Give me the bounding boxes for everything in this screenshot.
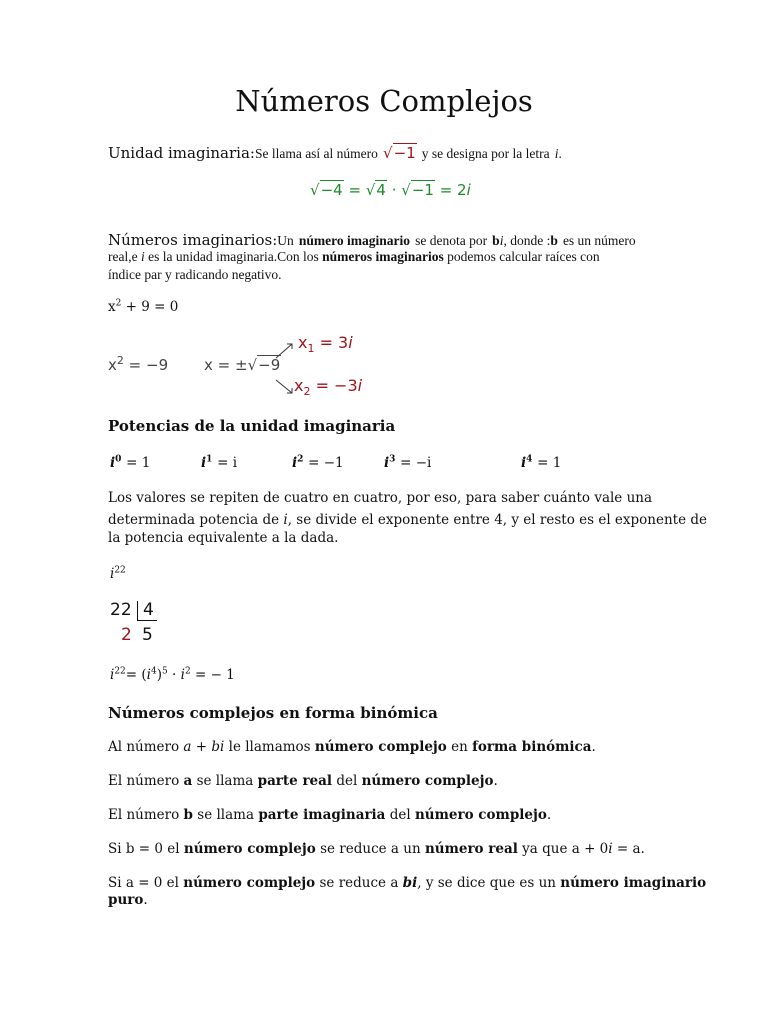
x2-i: i <box>357 376 363 395</box>
imag-l2a: real,e <box>108 249 138 264</box>
power-4-val: = 1 <box>537 455 562 471</box>
power-2-exp: 2 <box>297 454 304 465</box>
res-e: · <box>167 667 181 683</box>
power-0-exp: 0 <box>115 454 122 465</box>
x1-label: x <box>298 333 308 352</box>
power-1-base: i <box>201 455 207 471</box>
binomica-line5 <box>108 875 706 891</box>
imag-l1c: se denota por <box>415 233 488 248</box>
division-vline <box>137 601 138 621</box>
formula-r2: 4 <box>376 181 386 199</box>
equation-mid: x = ±√−9 <box>204 356 281 374</box>
res-a: i <box>110 667 115 683</box>
unidad-radicand: −1 <box>393 144 416 162</box>
bin-l1e: forma binómica <box>472 739 592 755</box>
root-x2 <box>294 376 362 398</box>
unidad-sqrt: √−1 <box>383 144 416 162</box>
imaginarios-line2 <box>108 249 600 265</box>
res-g: = − 1 <box>190 667 235 683</box>
res-c-exp: 4 <box>150 666 157 677</box>
example-power <box>110 566 126 582</box>
division-quotient: 5 <box>142 625 153 645</box>
binomica-line2 <box>108 773 498 789</box>
bin-l5d: bi <box>402 875 418 891</box>
eql-base: x <box>108 356 117 374</box>
bin-l3g: . <box>546 807 552 823</box>
power-0-base: i <box>110 455 116 471</box>
bin-l1f: . <box>591 739 596 755</box>
imag-l2c: es la unidad imaginaria.Con los <box>148 249 319 264</box>
imag-l2d: números imaginarios <box>322 249 444 264</box>
bin-l3a: El número <box>108 807 180 823</box>
imaginarios-line1 <box>108 230 636 249</box>
para2-i: i <box>283 512 288 528</box>
potencias-para2 <box>108 512 707 528</box>
para2-a: determinada potencia de <box>108 512 280 528</box>
power-2 <box>292 455 344 471</box>
bin-l3b: b <box>183 807 193 823</box>
power-4 <box>521 455 561 471</box>
bin-l3f: número complejo <box>414 807 547 823</box>
imag-l2e: podemos calcular raíces con <box>447 249 600 264</box>
bin-l4b: número complejo <box>183 841 316 857</box>
formula-eq1: = <box>348 181 362 199</box>
power-2-val: = −1 <box>308 455 344 471</box>
x1-sub: 1 <box>307 342 315 356</box>
root-x1 <box>298 333 353 355</box>
res-d: ) <box>156 667 162 683</box>
bin-l4d: número real <box>424 841 518 857</box>
power-3-val: = −i <box>400 455 432 471</box>
power-1-exp: 1 <box>206 454 213 465</box>
arrow-down-line <box>276 380 292 393</box>
res-f: i <box>180 667 185 683</box>
imag-l1b: número imaginario <box>298 233 410 248</box>
bin-l5b: número complejo <box>183 875 316 891</box>
eq-exp: 2 <box>115 298 122 309</box>
formula-i: i <box>466 181 471 199</box>
x2-sub: 2 <box>303 385 311 399</box>
binomica-line4 <box>108 841 645 857</box>
imag-l1h: es un número <box>562 233 636 248</box>
bin-l2f: número complejo <box>361 773 494 789</box>
res-d-exp: 5 <box>162 666 168 677</box>
unidad-line <box>108 143 562 162</box>
bin-l3e: del <box>389 807 411 823</box>
imag-l2b: i <box>140 249 145 264</box>
power-1-val: = i <box>217 455 238 471</box>
power-3-exp: 3 <box>389 454 396 465</box>
x1-val: = 3 <box>319 333 349 352</box>
imag-l1d: b <box>492 233 500 248</box>
potencias-heading: Potencias de la unidad imaginaria <box>108 417 396 435</box>
x2-label: x <box>294 376 304 395</box>
power-result <box>110 667 235 683</box>
x2-val: = −3 <box>315 376 358 395</box>
bin-l3d: parte imaginaria <box>258 807 386 823</box>
bin-l1d: en <box>451 739 468 755</box>
power-4-base: i <box>521 455 527 471</box>
bin-l3c: se llama <box>197 807 255 823</box>
bin-l1c: número complejo <box>314 739 447 755</box>
unidad-text2: y se designa por la letra <box>421 146 550 161</box>
bin-l4f: = a. <box>616 841 645 857</box>
bin-l4i: i <box>608 841 613 857</box>
bin-l6a: puro <box>108 892 144 908</box>
eq-rest: + 9 = 0 <box>125 299 179 315</box>
power-2-base: i <box>292 455 298 471</box>
eql-rest: = −9 <box>128 356 169 374</box>
imag-l1g: b <box>550 233 558 248</box>
power-3-base: i <box>384 455 390 471</box>
power-0 <box>110 455 150 471</box>
bin-l4c: se reduce a un <box>320 841 421 857</box>
eqm-text: x = ± <box>204 356 248 374</box>
bin-l5e: , y se dice que es un <box>417 875 556 891</box>
bin-l1b: le llamamos <box>228 739 311 755</box>
formula-eq2: = 2 <box>439 181 467 199</box>
bin-l2d: parte real <box>257 773 333 789</box>
binomica-line6 <box>108 892 148 908</box>
arrow-up-line <box>276 344 292 358</box>
bin-l1-expr: a + bi <box>183 739 225 755</box>
imag-l1a: Un <box>277 233 294 248</box>
potencias-para3: la potencia equivalente a la dada. <box>108 530 339 546</box>
power-1 <box>201 455 237 471</box>
eq-base: x <box>108 299 116 315</box>
bin-l1a: Al número <box>108 739 180 755</box>
bin-l5a: Si a = 0 el <box>108 875 179 891</box>
division-remainder: 2 <box>121 625 132 645</box>
power-3 <box>384 455 431 471</box>
imag-l1f: , donde : <box>503 233 551 248</box>
res-a-exp: 22 <box>114 666 126 677</box>
x1-i: i <box>348 333 353 352</box>
bin-l5f: número imaginario <box>560 875 707 891</box>
division-hline <box>137 620 157 621</box>
formula-dot: · <box>391 181 397 199</box>
imaginarios-line3: índice par y radicando negativo. <box>108 267 282 282</box>
unidad-formula: √−4 = √4 · √−1 = 2i <box>310 181 471 199</box>
potencias-para1: Los valores se repiten de cuatro en cuatro, por eso, para saber cuánto vale una <box>108 490 653 506</box>
bin-l2g: . <box>493 773 498 789</box>
res-c: i <box>146 667 151 683</box>
eql-exp: 2 <box>116 354 124 367</box>
binomica-line1 <box>108 739 596 755</box>
bin-l2e: del <box>336 773 358 789</box>
bin-l2c: se llama <box>196 773 254 789</box>
eqm-rad: −9 <box>258 356 281 374</box>
ex-exp: 22 <box>114 565 126 576</box>
bin-l4e: ya que a + 0 <box>522 841 609 857</box>
bin-l5c: se reduce a <box>319 875 399 891</box>
division-divisor: 4 <box>143 600 154 620</box>
equation-left <box>108 356 168 374</box>
res-b: = ( <box>125 667 147 683</box>
bin-l2b: a <box>183 773 193 789</box>
division-dividend: 22 <box>110 600 132 620</box>
equation-main <box>108 299 178 315</box>
unidad-period: . <box>558 146 562 161</box>
unidad-heading: Unidad imaginaria: <box>108 144 255 162</box>
ex-base: i <box>110 566 115 582</box>
res-f-exp: 2 <box>184 666 191 677</box>
bin-l2a: El número <box>108 773 180 789</box>
bin-l4a: Si b = 0 el <box>108 841 180 857</box>
power-0-val: = 1 <box>126 455 151 471</box>
imaginarios-heading: Números imaginarios: <box>108 231 278 249</box>
power-4-exp: 4 <box>526 454 533 465</box>
para2-b: , se divide el exponente entre 4, y el resto es el exponente de <box>287 512 708 528</box>
page-title: Números Complejos <box>235 84 533 118</box>
bin-l6b: . <box>143 892 148 908</box>
formula-r1: −4 <box>320 181 343 199</box>
unidad-letter: i <box>554 146 559 161</box>
binomica-line3 <box>108 807 551 823</box>
binomica-heading: Números complejos en forma binómica <box>108 704 438 722</box>
formula-r3: −1 <box>411 181 434 199</box>
unidad-text1: Se llama así al número <box>254 146 378 161</box>
imag-l1e: i <box>499 233 504 248</box>
